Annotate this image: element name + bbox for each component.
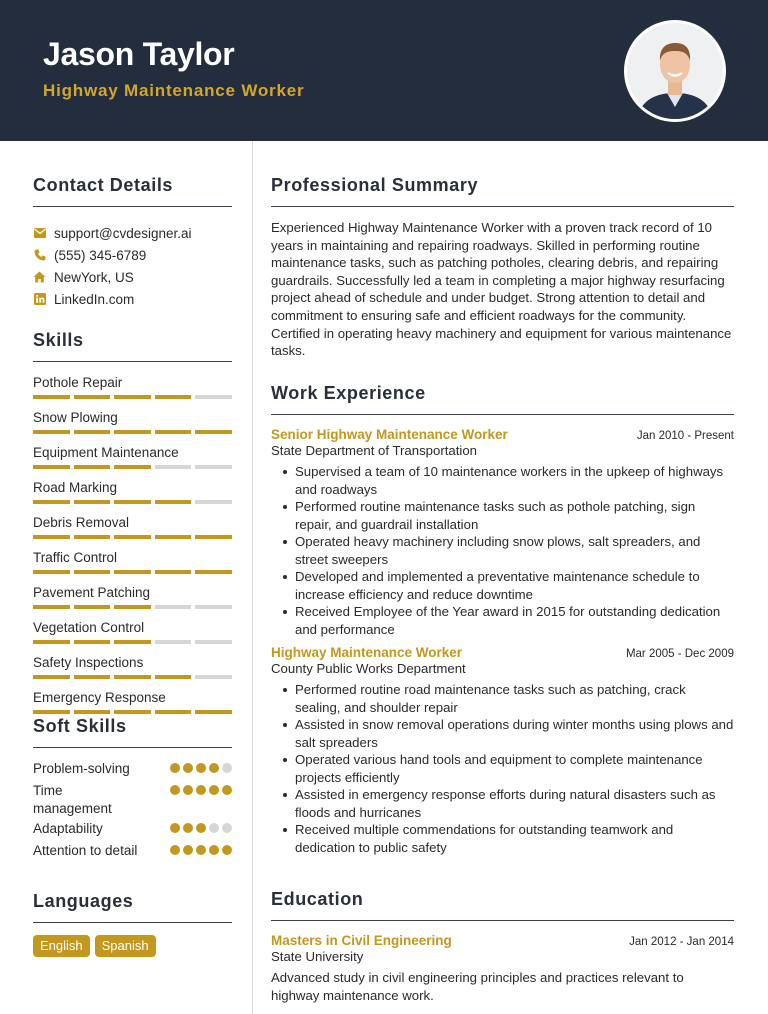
envelope-icon [33,227,46,240]
skills-heading: Skills [33,330,232,362]
skill-level-bar [33,570,232,574]
summary-heading: Professional Summary [271,175,734,207]
skill-item [33,374,232,399]
skill-level-segment [74,710,111,714]
skill-level-segment [114,605,151,609]
rating-dot [209,823,219,833]
contact-email-text: support@cvdesigner.ai [54,225,192,241]
soft-skill-rating [170,780,232,795]
soft-skill-label: Adaptability [33,821,103,836]
avatar [624,20,726,122]
soft-skill-item [33,818,232,840]
job-entry [271,427,734,638]
skill-level-segment [155,710,192,714]
skill-level-segment [155,570,192,574]
job-dates: Mar 2005 - Dec 2009 [625,648,734,660]
soft-skill-label: Time management [33,783,112,816]
skill-level-segment [74,430,111,434]
job-bullet: Operated various hand tools and equipment to complete maintenance projects efficiently [295,751,734,786]
contact-section [33,175,232,310]
skill-item [33,479,232,504]
skill-level-segment [33,500,70,504]
rating-dot [183,785,193,795]
home-icon [33,271,46,284]
rating-dot [170,845,180,855]
language-pill: English [33,935,90,957]
skill-label: Traffic Control [33,550,118,565]
job-bullet: Operated heavy machinery including snow plows, salt spreaders, and street sweepers [295,533,734,568]
rating-dot [222,763,232,773]
job-bullet: Supervised a team of 10 maintenance workers in the upkeep of highways and roadways [295,463,734,498]
skills-list [33,374,232,714]
job-organization: State Department of Transportation [271,443,477,458]
education-description: Advanced study in civil engineering principles and practices relevant to highway maintenance work. [271,970,684,1003]
skill-label: Snow Plowing [33,410,118,425]
job-bullet: Developed and implemented a preventative maintenance schedule to increase efficiency and reduce downtime [295,568,734,603]
skill-level-segment [114,430,151,434]
resume-header [0,0,768,141]
skill-level-segment [155,675,192,679]
skill-level-segment [155,430,192,434]
skill-level-segment [195,640,232,644]
skill-level-segment [74,395,111,399]
skill-level-segment [114,500,151,504]
skill-level-segment [74,570,111,574]
education-dates: Jan 2012 - Jan 2014 [629,936,734,948]
skill-label: Pavement Patching [33,585,151,600]
skills-section [33,330,232,714]
soft-skill-rating [170,840,232,855]
language-pill: Spanish [95,935,156,957]
profile-photo [627,23,723,119]
soft-skills-list [33,758,232,862]
education-section [271,889,734,1004]
skill-level-bar [33,395,232,399]
contact-heading: Contact Details [33,175,232,207]
skill-item [33,654,232,679]
rating-dot [183,763,193,773]
skill-item [33,549,232,574]
skill-label: Safety Inspections [33,655,144,670]
rating-dot [222,785,232,795]
skill-level-bar [33,430,232,434]
summary-section [271,175,734,360]
job-bullet: Performed routine road maintenance tasks such as patching, crack sealing, and shoulder repair [295,681,734,716]
rating-dot [170,763,180,773]
rating-dot [170,823,180,833]
skill-level-segment [114,640,151,644]
skill-level-segment [195,675,232,679]
skill-level-segment [33,465,70,469]
skill-level-segment [74,465,111,469]
phone-icon [33,249,46,262]
contact-location-text: NewYork, US [54,269,134,285]
skill-level-segment [195,535,232,539]
skill-level-segment [195,605,232,609]
work-heading: Work Experience [271,383,734,415]
rating-dot [196,823,206,833]
candidate-name: Jason Taylor [43,36,235,72]
skill-level-segment [33,430,70,434]
skill-item [33,584,232,609]
job-title: Highway Maintenance Worker [271,645,463,660]
rating-dot [196,785,206,795]
soft-skills-section [33,716,232,862]
skill-item [33,689,232,714]
skill-level-segment [114,710,151,714]
skill-label: Pothole Repair [33,375,123,390]
skill-level-segment [155,535,192,539]
skill-level-segment [114,570,151,574]
soft-skill-label: Attention to detail [33,843,138,858]
skill-level-segment [195,465,232,469]
skill-level-bar [33,605,232,609]
soft-skill-item [33,840,232,862]
skill-level-segment [195,395,232,399]
skill-level-bar [33,640,232,644]
skill-level-segment [155,500,192,504]
skill-level-segment [195,500,232,504]
school-name: State University [271,949,364,964]
skill-label: Emergency Response [33,690,166,705]
work-experience-section [271,383,734,856]
soft-skill-rating [170,818,232,833]
job-bullets [271,681,734,856]
contact-phone[interactable] [33,244,232,266]
skill-level-segment [114,535,151,539]
languages-heading: Languages [33,891,232,923]
skill-level-segment [155,395,192,399]
candidate-role: Highway Maintenance Worker [43,81,305,100]
skill-level-segment [33,605,70,609]
contact-linkedin[interactable] [33,288,232,310]
rating-dot [209,845,219,855]
degree-title: Masters in Civil Engineering [271,933,452,948]
skill-level-bar [33,465,232,469]
languages-section [33,891,232,957]
rating-dot [222,845,232,855]
skill-level-segment [195,570,232,574]
skill-item [33,444,232,469]
contact-linkedin-text: LinkedIn.com [54,291,135,307]
soft-skill-item [33,780,232,818]
skill-item [33,514,232,539]
skill-label: Vegetation Control [33,620,145,635]
skill-level-segment [74,605,111,609]
skill-level-segment [33,395,70,399]
rating-dot [209,785,219,795]
soft-skill-item [33,758,232,780]
job-bullet: Assisted in emergency response efforts during natural disasters such as floods and hurricanes [295,786,734,821]
job-bullet: Assisted in snow removal operations during winter months using plows and salt spreaders [295,717,734,750]
skill-level-segment [74,535,111,539]
skill-level-segment [74,500,111,504]
contact-phone-text: (555) 345-6789 [54,247,147,263]
summary-text: Experienced Highway Maintenance Worker with a proven track record of 10 years in maintaining and repairing roadways. Skilled in performing routine maintenance tasks, such as patching potholes, clearing debris, and repairing guardrails. Successfully led a team in completing a major highway resurfacing project ahead of schedule and under budget. Strong attention to detail and commitment to ensuring safe and efficient roadways for the community. Certified in operating heavy machinery and equipment for various maintenance tasks. [271,220,732,359]
job-bullet: Performed routine maintenance tasks such as pothole patching, sign repair, and guardrail installation [295,498,734,533]
soft-skill-rating [170,758,232,773]
contact-email[interactable] [33,222,232,244]
rating-dot [209,763,219,773]
rating-dot [183,823,193,833]
skill-level-segment [195,710,232,714]
skill-level-segment [155,465,192,469]
skill-level-segment [114,465,151,469]
skill-level-bar [33,710,232,714]
skill-level-segment [155,605,192,609]
job-bullet: Received multiple commendations for outstanding teamwork and dedication to public safety [295,821,734,856]
skill-label: Road Marking [33,480,118,495]
job-bullets [271,463,734,638]
skill-item [33,619,232,644]
column-divider [252,141,253,1014]
education-entry [271,933,734,1004]
job-bullet: Received Employee of the Year award in 2015 for outstanding dedication and performance [295,603,734,638]
skill-label: Equipment Maintenance [33,445,179,460]
skill-level-bar [33,675,232,679]
languages-list [33,935,232,957]
skill-level-segment [33,570,70,574]
skill-level-segment [33,675,70,679]
rating-dot [196,845,206,855]
skill-level-segment [33,535,70,539]
skill-item [33,409,232,434]
skill-level-segment [74,675,111,679]
skill-level-segment [114,395,151,399]
rating-dot [170,785,180,795]
skill-level-bar [33,500,232,504]
job-organization: County Public Works Department [271,661,466,676]
education-heading: Education [271,889,734,921]
rating-dot [183,845,193,855]
skill-level-bar [33,535,232,539]
rating-dot [222,823,232,833]
job-title: Senior Highway Maintenance Worker [271,427,508,442]
job-dates: Jan 2010 - Present [636,430,734,442]
soft-skill-label: Problem-solving [33,761,130,776]
contact-location [33,266,232,288]
skill-level-segment [33,710,70,714]
skill-label: Debris Removal [33,515,130,530]
skill-level-segment [155,640,192,644]
soft-skills-heading: Soft Skills [33,716,232,748]
job-entry [271,645,734,856]
skill-level-segment [33,640,70,644]
skill-level-segment [74,640,111,644]
skill-level-segment [195,430,232,434]
linkedin-icon [33,293,46,306]
rating-dot [196,763,206,773]
skill-level-segment [114,675,151,679]
